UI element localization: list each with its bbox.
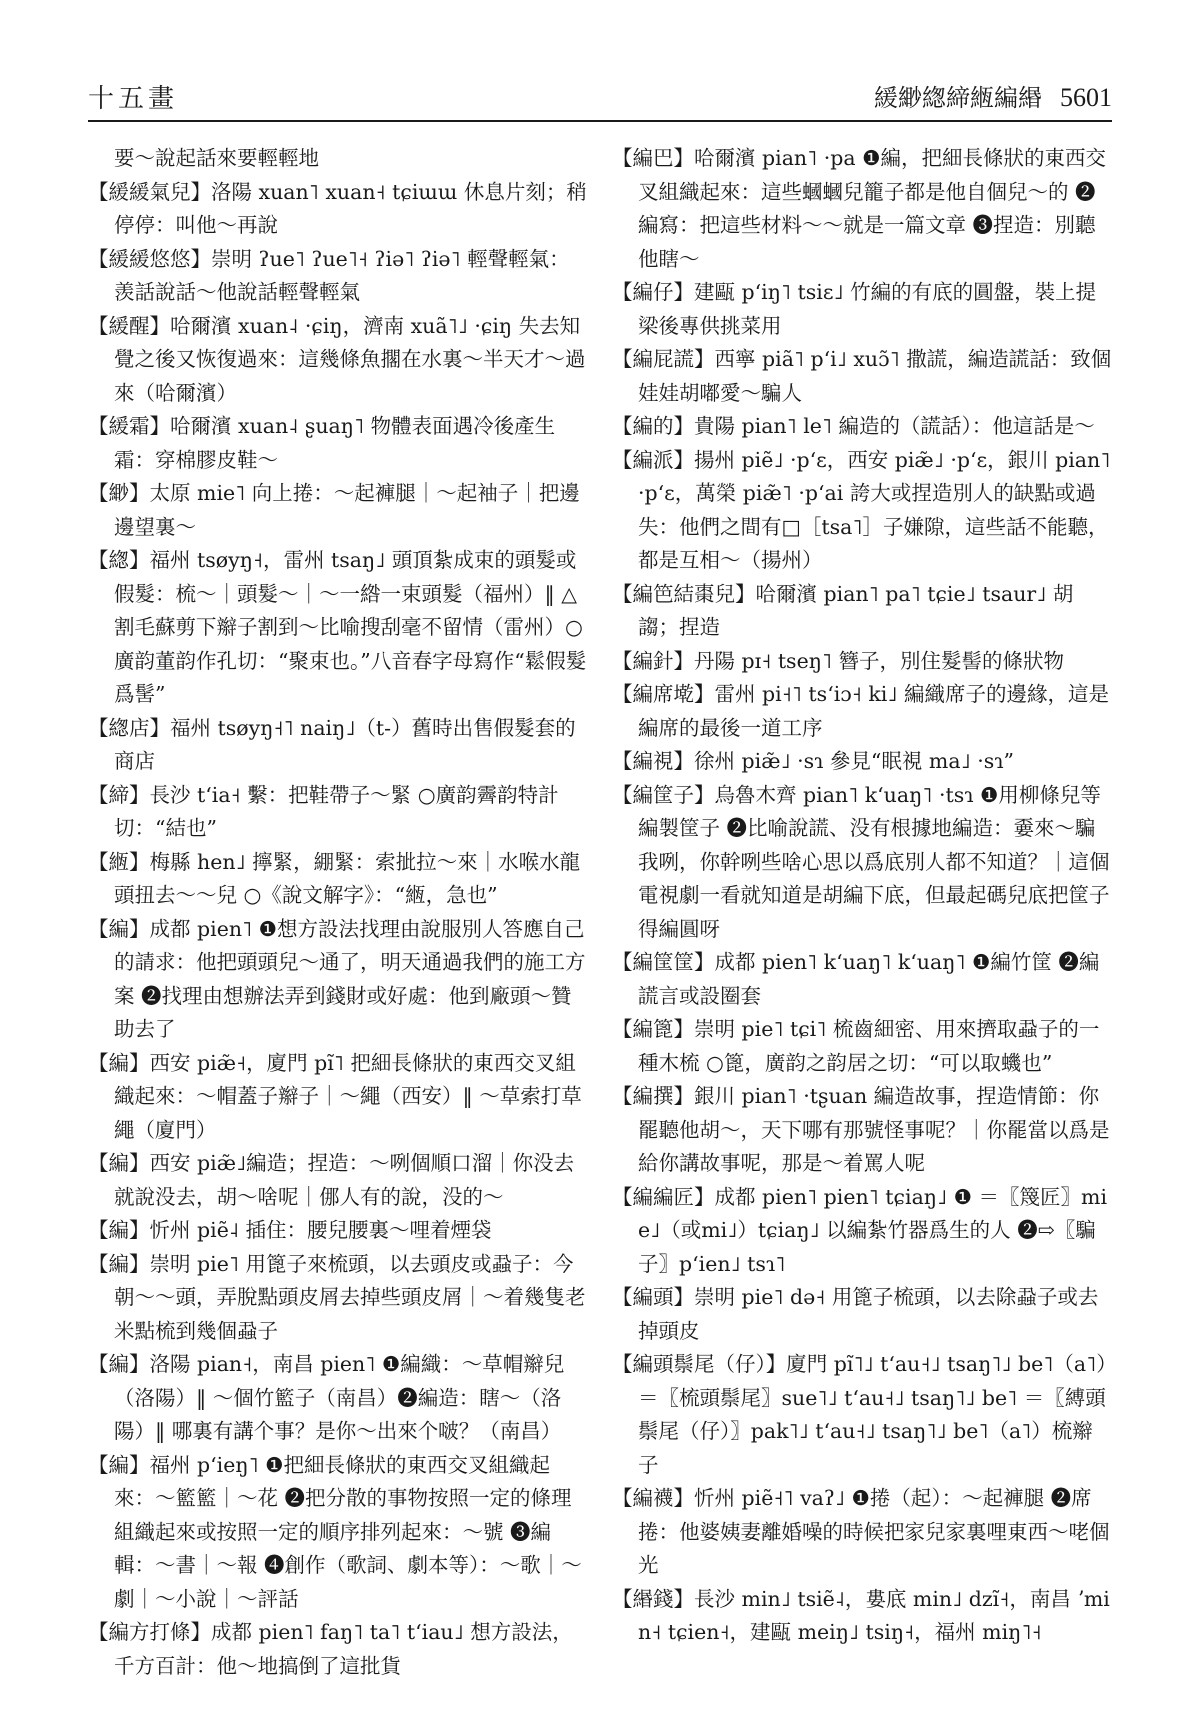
dictionary-entry: 【編】崇明 pie˥ 用篦子來梳頭，以去頭皮或蝨子：今朝～～頭，弄脫點頭皮屑去掉些頭皮屑｜～着幾隻老米點梳到幾個蝨子 bbox=[88, 1251, 586, 1343]
dictionary-entry: 要～說起話來要輕輕地 bbox=[114, 146, 319, 170]
dictionary-entry: 【編筐筐】成都 pien˥ kʻuaŋ˥ kʻuaŋ˥ ❶編竹筐 ❷編謊言或設圈套 bbox=[612, 950, 1100, 1008]
dictionary-entry: 【編篦】崇明 pie˥ tɕi˥ 梳齒細密、用來擠取蝨子的一種木梳 ○篦，廣韵之韵居之切：“可以取蟣也” bbox=[612, 1017, 1100, 1075]
dictionary-entry: 【編】成都 pien˥ ❶想方設法找理由說服別人答應自己的請求：他把頭頭兒～通了，明天通過我們的施工方案 ❷找理由想辦法弄到錢財或好處：他到廠頭～贊助去了 bbox=[88, 916, 586, 1041]
dictionary-entry: 【緪】梅縣 hen˩ 擰緊，綳緊：索㧗拉～來｜水喉水龍頭扭去～～兒 ○《說文解字》：“緪，急也” bbox=[88, 849, 581, 907]
guide-characters: 緩緲緫締緪編緡 bbox=[874, 84, 1042, 112]
dictionary-entry: 【編】洛陽 pian˧，南昌 pien˥ ❶編織：～草帽辮兒（洛陽）‖ ～個竹籃子（南昌）❷編造：瞎～（洛陽）‖ 哪裏有講个事？是你～出來个啵？（南昌） bbox=[88, 1352, 565, 1443]
dictionary-entry: 【緫】福州 tsøyŋ˧，雷州 tsaŋ˩ 頭頂紮成束的頭髮或假髮：梳～｜頭髮～｜～一綹一束頭髮（福州）‖ △割毛蘇剪下辮子割到～比喻搜刮毫不留情（雷州）○廣韵董韵作孔切：“聚束也。”八音春字母寫作“鬆假髮爲髺” bbox=[88, 548, 587, 706]
dictionary-entry: 【緩醒】哈爾濱 xuan˨ ·ɕiŋ，濟南 xuã˥˩ ·ɕiŋ 失去知覺之後又恢復過來：這幾條魚擱在水裏～半天才～過來（哈爾濱） bbox=[88, 313, 586, 405]
dictionary-entry: 【編視】徐州 piæ̃˩ ·sɿ 參見“眠視 ma˩ ·sɿ” bbox=[612, 749, 1015, 773]
dictionary-entry: 【締】長沙 tʻia˧ 繫：把鞋帶子～緊 ○廣韵霽韵特計切：“結也” bbox=[88, 782, 559, 840]
dictionary-entry: 【編編匠】成都 pien˥ pien˥ tɕiaŋ˩ ❶ ＝〖篾匠〗mie˩（或mi˩）tɕiaŋ˩ 以編紮竹器爲生的人 ❷⇨〖騙子〗pʻien˩ tsɿ˥ bbox=[612, 1184, 1108, 1276]
dictionary-entry: 【編筐子】烏魯木齊 pian˥ kʻuaŋ˥ ·tsɿ ❶用柳條兒等編製筐子 ❷比喻說謊、没有根據地編造：嫑來～騙我咧，你幹咧些啥心思以爲底別人都不知道？｜這個電視劇一看就知道是胡編下底，但最起碼兒底把筐子得編圓呀 bbox=[612, 782, 1110, 941]
dictionary-entry: 【編笆結棗兒】哈爾濱 pian˥ pa˥ tɕie˩ tsaur˩ 胡謅；捏造 bbox=[612, 581, 1074, 639]
dictionary-entry: 【緩緩氣兒】洛陽 xuan˥ xuan˧ tɕiɯɯ 休息片刻；稍停停：叫他～再說 bbox=[88, 179, 587, 237]
running-head bbox=[874, 78, 1112, 113]
dictionary-entry: 【編方打條】成都 pien˥ faŋ˥ ta˥ tʻiau˩ 想方設法，千方百計：他～地搞倒了這批貨 bbox=[88, 1620, 573, 1678]
dictionary-entry: 【緩霜】哈爾濱 xuan˨ ʂuaŋ˥ 物體表面遇冷後產生霜：穿棉膠皮鞋～ bbox=[88, 414, 556, 472]
dictionary-entry: 【編】西安 piæ̃˧，廈門 pĩ˥ 把細長條狀的東西交叉組織起來：～帽蓋子辮子｜～繩（西安）‖ ～草索打草繩（廈門） bbox=[88, 1050, 582, 1142]
dictionary-entry: 【編針】丹陽 pɪ˧ tseŋ˥ 簪子，別住髮髻的條狀物 bbox=[612, 648, 1065, 673]
left-column bbox=[88, 142, 588, 1702]
dictionary-entry: 【編派】揚州 piẽ˩ ·pʻɛ，西安 piæ̃˩ ·pʻɛ，銀川 pian˥ ·pʻɛ，萬榮 piæ̃˥ ·pʻai 誇大或捏造別人的缺點或過失：他們之間有□［tsa˥］子嫌隙，這些話不能聽，都是互相～（揚州） bbox=[612, 447, 1111, 572]
header-rule bbox=[88, 120, 1112, 122]
dictionary-entry: 【編巴】哈爾濱 pian˥ ·pa ❶編，把細長條狀的東西交叉組織起來：這些蟈蟈兒籠子都是他自個兒～的 ❷編寫：把這些材料～～就是一篇文章 ❸捏造：別聽他瞎～ bbox=[612, 146, 1107, 271]
page-header bbox=[88, 70, 1112, 118]
dictionary-entry: 【緩緩悠悠】崇明 ʔue˥ ʔue˥˧ ʔiə˥ ʔiə˥ 輕聲輕氣：羡話說話～他說話輕聲輕氣 bbox=[88, 246, 570, 304]
dictionary-entry: 【緡錢】長沙 min˩ tsiẽ˨，婁底 min˩ dzĩ˧，南昌 ʼmin˧ tɕien˧，建甌 meiŋ˩ tsiŋ˧，福州 miŋ˥˧ bbox=[612, 1586, 1110, 1644]
dictionary-entry: 【編撰】銀川 pian˥ ·tʂuan 編造故事，捏造情節：你罷聽他胡～，天下哪有那號怪事呢？｜你罷當以爲是給你講故事呢，那是～着罵人呢 bbox=[612, 1084, 1110, 1175]
section-heading: 十五畫 bbox=[88, 84, 179, 114]
dictionary-entry: 【編】忻州 piẽ˨ 插住：腰兒腰裏～哩着煙袋 bbox=[88, 1218, 492, 1242]
dictionary-entry: 【編席墘】雷州 pi˧˥ tsʻiɔ˧ ki˩ 編織席子的邊緣，這是編席的最後一道工序 bbox=[612, 682, 1109, 740]
dictionary-entry: 【編】西安 piæ̃˩編造；捏造：～咧個順口溜｜你没去就說没去，胡～啥呢｜㑚人有的說，没的～ bbox=[88, 1151, 575, 1209]
right-column bbox=[612, 142, 1112, 1702]
dictionary-entry: 【編仔】建甌 pʻiŋ˥ tsiɛ˩ 竹編的有底的圓盤，裝上提梁後專供挑菜用 bbox=[612, 280, 1097, 338]
dictionary-entry: 【編襪】忻州 piẽ˧˥ vaʔ˩ ❶捲（起）：～起褲腿 ❷席捲：他婆姨妻離婚噪的時候把家兒家裏哩東西～咾個光 bbox=[612, 1486, 1110, 1577]
dictionary-entry: 【編頭鬃尾（仔）】廈門 pĩ˥˩ tʻau˧˩ tsaŋ˥˩ be˥（a˥）＝〖梳頭鬃尾〗sue˥˩ tʻau˧˩ tsaŋ˥˩ be˥ ＝〖縛頭鬃尾（仔）〗pak˥˩ tʻau˧˩ tsaŋ˥˩ be˥（a˥）梳辮子 bbox=[612, 1352, 1107, 1477]
dictionary-entry: 【緲】太原 mie˥ 向上捲：～起褲腿｜～起袖子｜把邊邊望裏～ bbox=[88, 481, 580, 539]
dictionary-entry: 【編屁謊】西寧 piã˥ pʻi˩ xuɔ̃˥ 撒謊，編造謊話：致個娃娃胡嘟愛～騙人 bbox=[612, 347, 1112, 405]
dictionary-entry: 【緫店】福州 tsøyŋ˧˥ naiŋ˩（t-）舊時出售假髮套的商店 bbox=[88, 715, 576, 773]
dictionary-entry: 【編頭】崇明 pie˥ də˧ 用篦子梳頭，以去除蝨子或去掉頭皮 bbox=[612, 1285, 1099, 1343]
dictionary-entry: 【編】福州 pʻieŋ˥ ❶把細長條狀的東西交叉組織起來：～籃籃｜～花 ❷把分散的事物按照一定的條理組織起來或按照一定的順序排列起來：～號 ❸編輯：～書｜～報 ❹創作（歌詞、劇本等）：～歌｜～劇｜～小說｜～評話 bbox=[88, 1452, 582, 1611]
dictionary-entry: 【編的】貴陽 pian˥ le˥ 編造的（謊話）：他這話是～ bbox=[612, 414, 1095, 438]
page-number: 5601 bbox=[1060, 83, 1112, 112]
